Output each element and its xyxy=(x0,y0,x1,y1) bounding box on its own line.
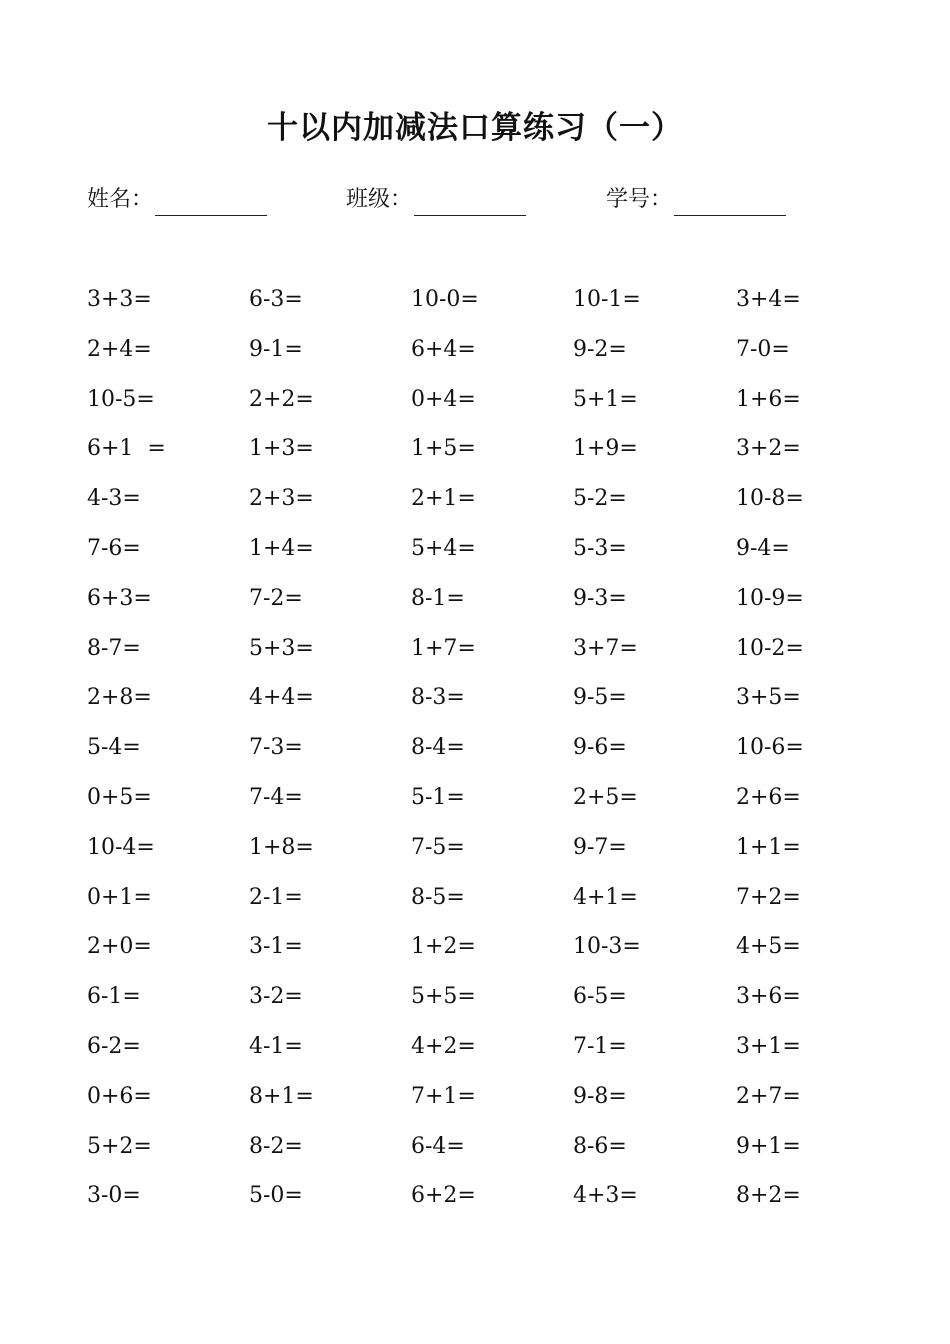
arithmetic-problem: 2+0= xyxy=(87,934,152,960)
arithmetic-problem: 1+5= xyxy=(411,436,476,462)
arithmetic-problem: 1+7= xyxy=(411,635,476,661)
arithmetic-problem: 3+1= xyxy=(736,1033,801,1059)
arithmetic-problem: 5+3= xyxy=(249,635,314,661)
arithmetic-problem: 2+3= xyxy=(249,486,314,512)
arithmetic-problem: 6+3= xyxy=(87,585,152,611)
problem-row xyxy=(87,929,887,979)
class-blank-line[interactable] xyxy=(414,191,526,216)
problem-grid xyxy=(87,282,887,1228)
arithmetic-problem: 2+2= xyxy=(249,386,314,412)
arithmetic-problem: 5-4= xyxy=(87,735,141,761)
arithmetic-problem: 9-8= xyxy=(573,1083,627,1109)
problem-row xyxy=(87,979,887,1029)
problem-row xyxy=(87,382,887,432)
arithmetic-problem: 9-1= xyxy=(249,336,303,362)
arithmetic-problem: 8+1= xyxy=(249,1083,314,1109)
arithmetic-problem: 7-2= xyxy=(249,585,303,611)
arithmetic-problem: 2+1= xyxy=(411,486,476,512)
arithmetic-problem: 1+6= xyxy=(736,386,801,412)
problem-row xyxy=(87,431,887,481)
arithmetic-problem: 5-3= xyxy=(573,535,627,561)
arithmetic-problem: 3-0= xyxy=(87,1183,141,1209)
arithmetic-problem: 9-6= xyxy=(573,735,627,761)
problem-row xyxy=(87,581,887,631)
problem-row xyxy=(87,1029,887,1079)
arithmetic-problem: 6-2= xyxy=(87,1033,141,1059)
problem-row xyxy=(87,830,887,880)
arithmetic-problem: 3+2= xyxy=(736,436,801,462)
problem-row xyxy=(87,531,887,581)
arithmetic-problem: 3+5= xyxy=(736,685,801,711)
arithmetic-problem: 3+7= xyxy=(573,635,638,661)
arithmetic-problem: 4+2= xyxy=(411,1033,476,1059)
arithmetic-problem: 3+3= xyxy=(87,287,152,312)
arithmetic-problem: 7-1= xyxy=(573,1033,627,1059)
arithmetic-problem: 10-1= xyxy=(573,287,641,312)
student-number-field xyxy=(606,184,786,216)
student-number-label: 学号： xyxy=(606,187,673,212)
class-field xyxy=(346,184,526,216)
arithmetic-problem: 2+7= xyxy=(736,1083,801,1109)
name-field xyxy=(87,184,267,216)
arithmetic-problem: 10-9= xyxy=(736,585,804,611)
arithmetic-problem: 5+2= xyxy=(87,1133,152,1159)
arithmetic-problem: 3+4= xyxy=(736,287,801,312)
arithmetic-problem: 7+1= xyxy=(411,1083,476,1109)
arithmetic-problem: 8-2= xyxy=(249,1133,303,1159)
arithmetic-problem: 8-1= xyxy=(411,585,465,611)
arithmetic-problem: 4+3= xyxy=(573,1183,638,1209)
arithmetic-problem: 4+5= xyxy=(736,934,801,960)
arithmetic-problem: 0+1= xyxy=(87,884,152,910)
student-number-blank-line[interactable] xyxy=(674,191,786,216)
arithmetic-problem: 8-6= xyxy=(573,1133,627,1159)
arithmetic-problem: 7-6= xyxy=(87,535,141,561)
problem-row xyxy=(87,1178,887,1228)
arithmetic-problem: 5+1= xyxy=(573,386,638,412)
arithmetic-problem: 9+1= xyxy=(736,1133,801,1159)
class-label: 班级： xyxy=(346,187,413,212)
arithmetic-problem: 0+5= xyxy=(87,784,152,810)
arithmetic-problem: 7-5= xyxy=(411,834,465,860)
arithmetic-problem: 10-2= xyxy=(736,635,804,661)
arithmetic-problem: 3+6= xyxy=(736,984,801,1010)
problem-row xyxy=(87,680,887,730)
arithmetic-problem: 0+6= xyxy=(87,1083,152,1109)
problem-row xyxy=(87,1129,887,1179)
arithmetic-problem: 6+4= xyxy=(411,336,476,362)
arithmetic-problem: 3-1= xyxy=(249,934,303,960)
arithmetic-problem: 8-7= xyxy=(87,635,141,661)
arithmetic-problem: 2-1= xyxy=(249,884,303,910)
arithmetic-problem: 1+4= xyxy=(249,535,314,561)
arithmetic-problem: 7-0= xyxy=(736,336,790,362)
arithmetic-problem: 10-4= xyxy=(87,834,155,860)
student-info-row xyxy=(0,184,950,216)
arithmetic-problem: 5-0= xyxy=(249,1183,303,1209)
name-blank-line[interactable] xyxy=(155,191,267,216)
arithmetic-problem: 10-3= xyxy=(573,934,641,960)
arithmetic-problem: 5+5= xyxy=(411,984,476,1010)
name-label: 姓名： xyxy=(87,187,154,212)
arithmetic-problem: 9-4= xyxy=(736,535,790,561)
arithmetic-problem: 10-6= xyxy=(736,735,804,761)
arithmetic-problem: 3-2= xyxy=(249,984,303,1010)
arithmetic-problem: 6+2= xyxy=(411,1183,476,1209)
page-title: 十以内加减法口算练习（一） xyxy=(267,110,683,146)
arithmetic-problem: 7-4= xyxy=(249,784,303,810)
arithmetic-problem: 2+5= xyxy=(573,784,638,810)
problem-row xyxy=(87,631,887,681)
problem-row xyxy=(87,730,887,780)
arithmetic-problem: 2+6= xyxy=(736,784,801,810)
arithmetic-problem: 4-3= xyxy=(87,486,141,512)
arithmetic-problem: 9-3= xyxy=(573,585,627,611)
arithmetic-problem: 6-3= xyxy=(249,287,303,312)
arithmetic-problem: 7+2= xyxy=(736,884,801,910)
problem-row xyxy=(87,481,887,531)
arithmetic-problem: 8+2= xyxy=(736,1183,801,1209)
arithmetic-problem: 10-5= xyxy=(87,386,155,412)
arithmetic-problem: 6+1 = xyxy=(87,436,166,462)
arithmetic-problem: 4+4= xyxy=(249,685,314,711)
arithmetic-problem: 1+9= xyxy=(573,436,638,462)
problem-row xyxy=(87,332,887,382)
arithmetic-problem: 10-0= xyxy=(411,287,479,312)
arithmetic-problem: 5+4= xyxy=(411,535,476,561)
problem-row xyxy=(87,1079,887,1129)
arithmetic-problem: 2+4= xyxy=(87,336,152,362)
arithmetic-problem: 1+3= xyxy=(249,436,314,462)
arithmetic-problem: 4+1= xyxy=(573,884,638,910)
arithmetic-problem: 1+8= xyxy=(249,834,314,860)
arithmetic-problem: 6-1= xyxy=(87,984,141,1010)
arithmetic-problem: 9-7= xyxy=(573,834,627,860)
problem-row xyxy=(87,880,887,930)
arithmetic-problem: 0+4= xyxy=(411,386,476,412)
arithmetic-problem: 1+1= xyxy=(736,834,801,860)
arithmetic-problem: 6-4= xyxy=(411,1133,465,1159)
arithmetic-problem: 7-3= xyxy=(249,735,303,761)
arithmetic-problem: 5-1= xyxy=(411,784,465,810)
arithmetic-problem: 2+8= xyxy=(87,685,152,711)
arithmetic-problem: 4-1= xyxy=(249,1033,303,1059)
problem-row xyxy=(87,282,887,332)
arithmetic-problem: 10-8= xyxy=(736,486,804,512)
arithmetic-problem: 8-4= xyxy=(411,735,465,761)
arithmetic-problem: 6-5= xyxy=(573,984,627,1010)
arithmetic-problem: 9-2= xyxy=(573,336,627,362)
arithmetic-problem: 8-3= xyxy=(411,685,465,711)
arithmetic-problem: 5-2= xyxy=(573,486,627,512)
problem-row xyxy=(87,780,887,830)
arithmetic-problem: 8-5= xyxy=(411,884,465,910)
arithmetic-problem: 9-5= xyxy=(573,685,627,711)
arithmetic-problem: 1+2= xyxy=(411,934,476,960)
